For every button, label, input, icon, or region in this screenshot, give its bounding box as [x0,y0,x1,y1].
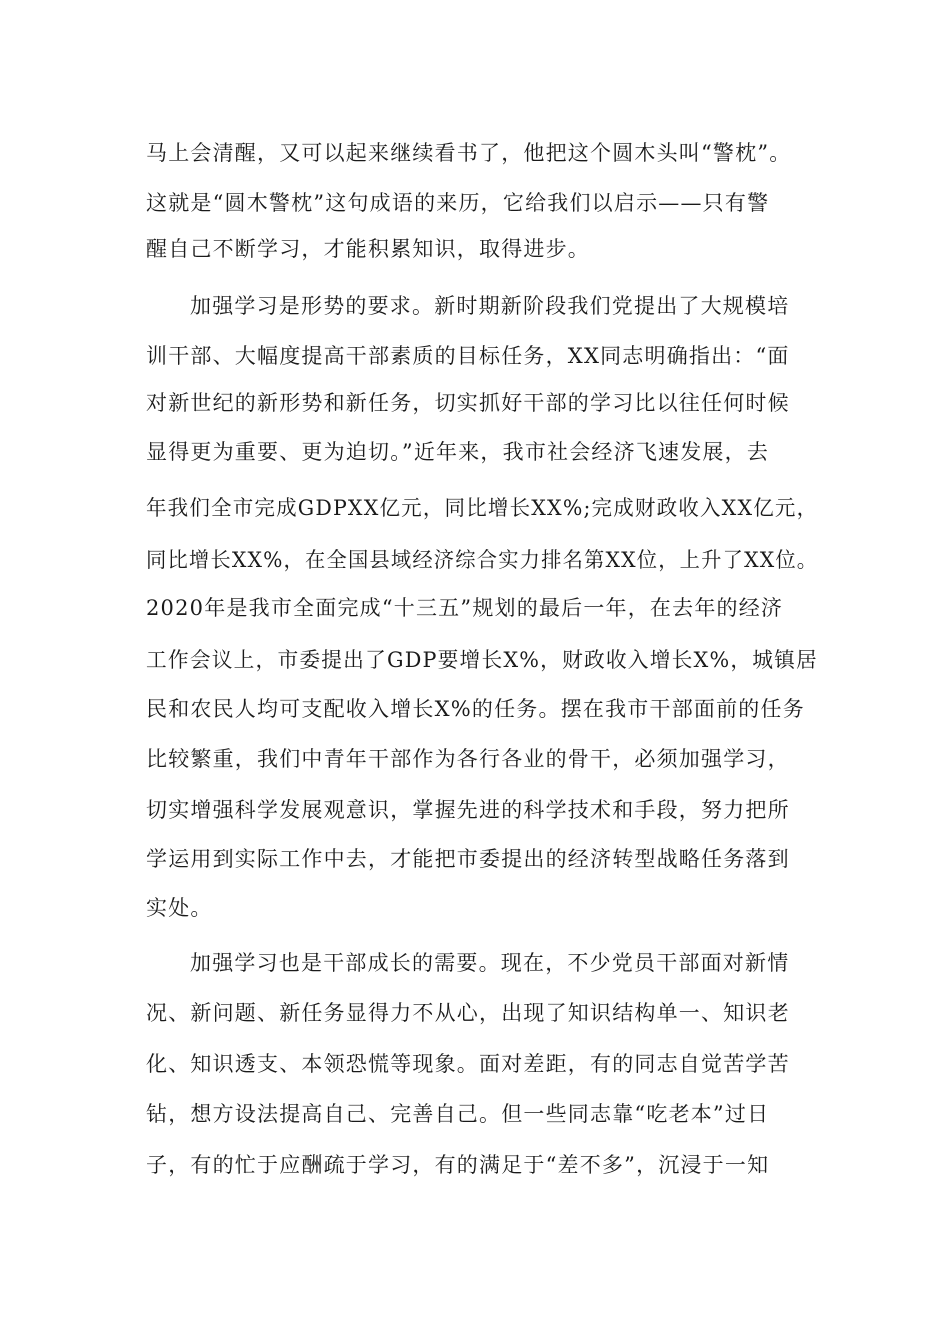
text-line: 这就是“圆木警枕”这句成语的来历，它给我们以启示——只有警 [146,191,770,215]
text-line: 实处。 [146,896,213,920]
text-line: 2020年是我市全面完成“十三五”规划的最后一年，在去年的经济 [146,596,784,620]
text-line: 子，有的忙于应酬疏于学习，有的满足于“差不多”，沉浸于一知 [146,1153,770,1177]
text-line: 醒自己不断学习，才能积累知识，取得进步。 [146,237,590,261]
paragraph-start-line: 加强学习是形势的要求。新时期新阶段我们党提出了大规模培 [190,294,790,318]
text-line: 钻，想方设法提高自己、完善自己。但一些同志靠“吃老本”过日 [146,1102,770,1126]
text-line: 比较繁重，我们中青年干部作为各行各业的骨干，必须加强学习， [146,747,790,771]
text-line: 民和农民人均可支配收入增长X%的任务。摆在我市干部面前的任务 [146,697,805,721]
text-line: 况、新问题、新任务显得力不从心，出现了知识结构单一、知识老 [146,1001,790,1025]
text-line: 年我们全市完成GDPXX亿元，同比增长XX%;完成财政收入XX亿元， [146,496,819,520]
text-line: 同比增长XX%，在全国县域经济综合实力排名第XX位，上升了XX位。 [146,548,819,572]
text-line: 切实增强科学发展观意识，掌握先进的科学技术和手段，努力把所 [146,798,790,822]
text-line: 训干部、大幅度提高干部素质的目标任务，XX同志明确指出：“面 [146,344,790,368]
text-line: 显得更为重要、更为迫切。”近年来，我市社会经济飞速发展，去 [146,440,770,464]
text-line: 工作会议上，市委提出了GDP要增长X%，财政收入增长X%，城镇居 [146,648,818,672]
text-line: 化、知识透支、本领恐慌等现象。面对差距，有的同志自觉苦学苦 [146,1052,790,1076]
paragraph-start-line: 加强学习也是干部成长的需要。现在，不少党员干部面对新情 [190,951,790,975]
text-line: 学运用到实际工作中去，才能把市委提出的经济转型战略任务落到 [146,847,790,871]
text-line: 对新世纪的新形势和新任务，切实抓好干部的学习比以往任何时候 [146,391,790,415]
text-line: 马上会清醒，又可以起来继续看书了，他把这个圆木头叫“警枕”。 [146,141,792,165]
